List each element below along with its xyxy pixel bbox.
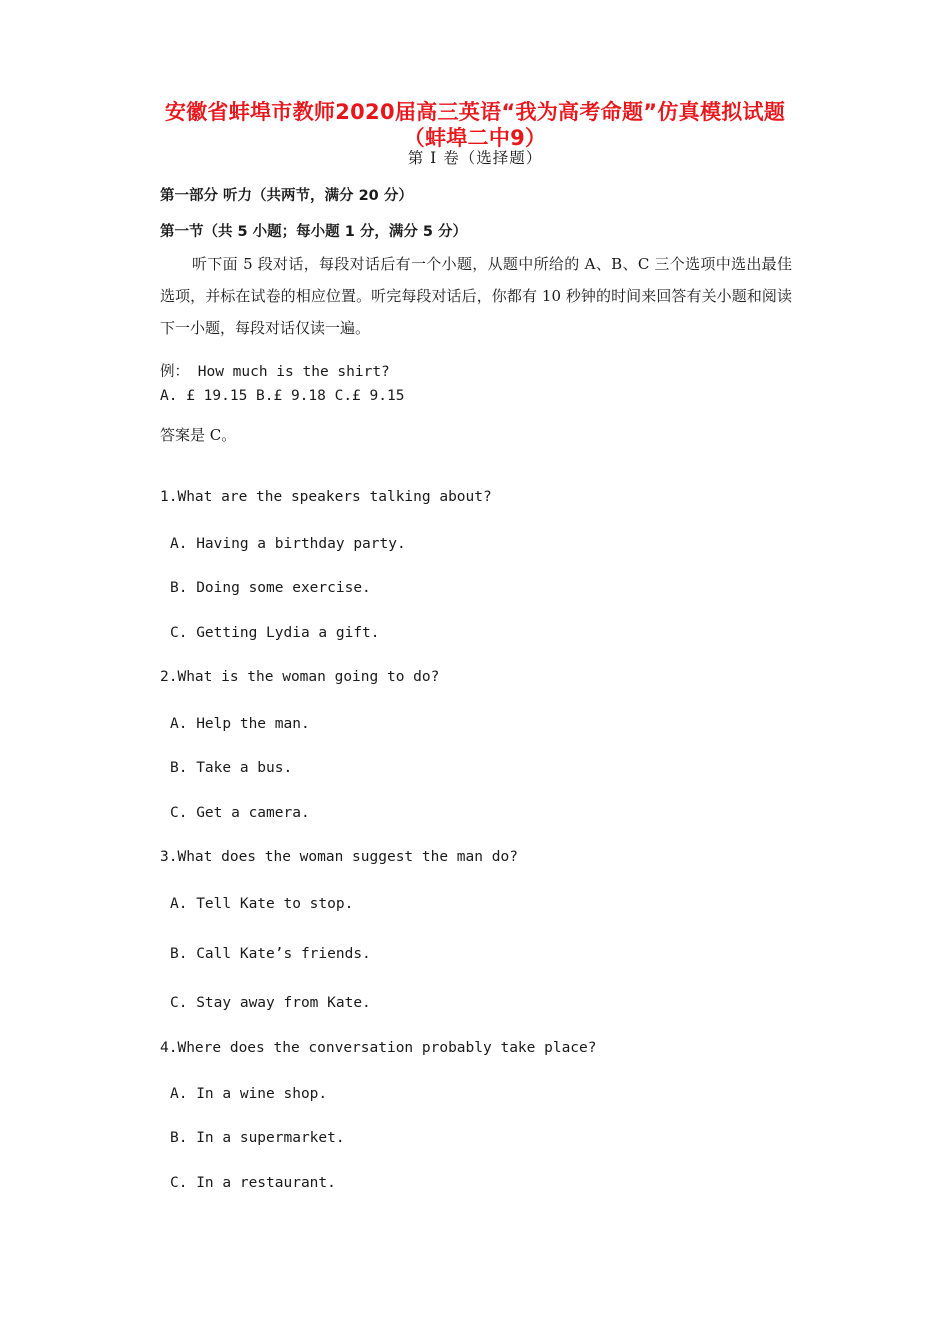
subsection-heading: 第一节（共 5 小题；每小题 1 分，满分 5 分） [160, 224, 468, 240]
question-1: 1.What are the speakers talking about? [160, 489, 492, 505]
volume-heading: 第 I 卷（选择题） [407, 149, 543, 167]
question-3-option-b: B. Call Kate’s friends. [170, 946, 371, 962]
exam-title: 安徽省蚌埠市教师2020届高三英语“我为高考命题”仿真模拟试题 [164, 100, 786, 124]
example-question: 例： How much is the shirt? [160, 364, 390, 380]
question-3-option-a: A. Tell Kate to stop. [170, 896, 354, 912]
example-options: A. £ 19.15 B.£ 9.18 C.£ 9.15 [160, 388, 405, 404]
question-3: 3.What does the woman suggest the man do? [160, 849, 518, 865]
exam-subtitle: （蚌埠二中9） [403, 126, 547, 150]
question-2: 2.What is the woman going to do? [160, 669, 440, 685]
question-3-option-c: C. Stay away from Kate. [170, 995, 371, 1011]
question-2-option-c: C. Get a camera. [170, 805, 310, 821]
question-1-option-a: A. Having a birthday party. [170, 536, 406, 552]
question-1-option-c: C. Getting Lydia a gift. [170, 625, 380, 641]
question-2-option-b: B. Take a bus. [170, 760, 293, 776]
question-4: 4.Where does the conversation probably take place? [160, 1040, 597, 1056]
part-heading: 第一部分 听力（共两节，满分 20 分） [160, 188, 413, 204]
question-4-option-b: B. In a supermarket. [170, 1130, 345, 1146]
question-2-option-a: A. Help the man. [170, 716, 310, 732]
example-answer: 答案是 C。 [160, 426, 237, 444]
question-1-option-b: B. Doing some exercise. [170, 580, 371, 596]
question-4-option-a: A. In a wine shop. [170, 1086, 328, 1102]
question-4-option-c: C. In a restaurant. [170, 1175, 336, 1191]
instructions-paragraph: 听下面 5 段对话，每段对话后有一个小题，从题中所给的 A、B、C 三个选项中选出最佳选项，并标在试卷的相应位置。听完每段对话后，你都有 10 秒钟的时间来回答有关小题和阅读下一小题，每段对话仅读一遍。 [160, 255, 792, 337]
